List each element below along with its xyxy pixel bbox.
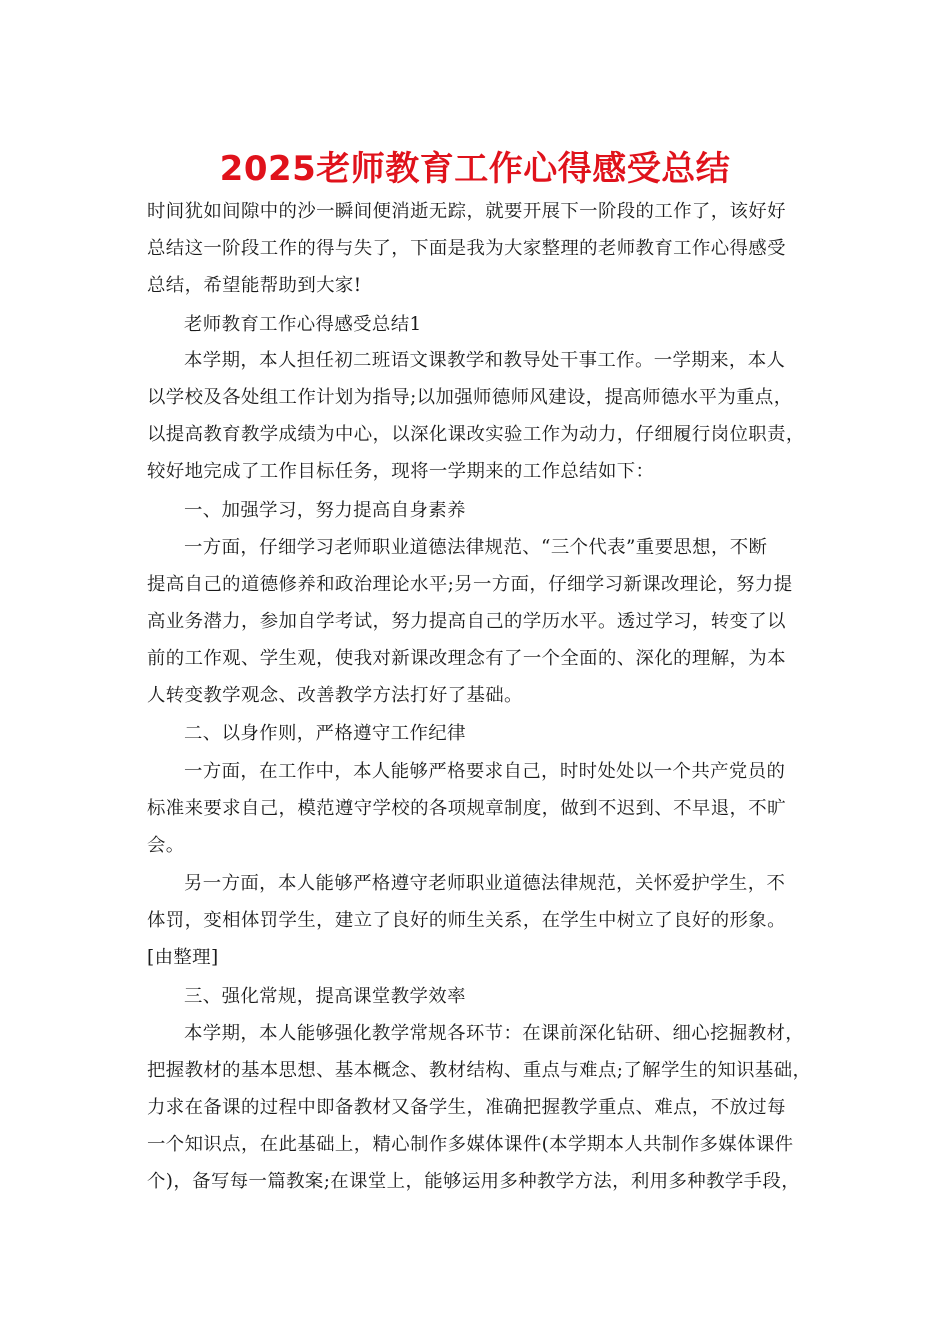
- subheading-discipline: 二、以身作则，严格遵守工作纪律: [184, 723, 466, 744]
- paragraph-line: 一方面，在工作中，本人能够严格要求自己，时时处处以一个共产党员的: [184, 761, 786, 782]
- paragraph-line: 标准来要求自己，模范遵守学校的各项规章制度，做到不迟到、不早退，不旷: [147, 798, 786, 819]
- intro-line-2: 总结这一阶段工作的得与失了，下面是我为大家整理的老师教育工作心得感受: [147, 238, 786, 259]
- paragraph-line: 以学校及各处组工作计划为指导;以加强师德师风建设，提高师德水平为重点，: [147, 387, 793, 408]
- paragraph-line: 体罚，变相体罚学生，建立了良好的师生关系，在学生中树立了良好的形象。: [147, 910, 786, 931]
- paragraph-line: 以提高教育教学成绩为中心，以深化课改实验工作为动力，仔细履行岗位职责，: [147, 424, 805, 445]
- intro-line-3: 总结，希望能帮助到大家!: [147, 275, 362, 296]
- paragraph-line: 本学期，本人能够强化教学常规各环节：在课前深化钻研、细心挖掘教材，: [184, 1023, 805, 1044]
- source-note: [由整理]: [147, 947, 219, 968]
- paragraph-line: 会。: [147, 835, 185, 856]
- paragraph-line: 本学期，本人担任初二班语文课教学和教导处干事工作。一学期来，本人: [184, 350, 786, 371]
- paragraph-line: 力求在备课的过程中即备教材又备学生，准确把握教学重点、难点，不放过每: [147, 1097, 786, 1118]
- paragraph-line: 另一方面，本人能够严格遵守老师职业道德法律规范，关怀爱护学生，不: [184, 873, 786, 894]
- paragraph-line: 提高自己的道德修养和政治理论水平;另一方面，仔细学习新课改理论，努力提: [147, 574, 793, 595]
- paragraph-line: 高业务潜力，参加自学考试，努力提高自己的学历水平。透过学习，转变了以: [147, 611, 786, 632]
- intro-line-1: 时间犹如间隙中的沙一瞬间便消逝无踪，就要开展下一阶段的工作了，该好好: [147, 201, 786, 222]
- paragraph-line: 一方面，仔细学习老师职业道德法律规范、“三个代表”重要思想，不断: [184, 537, 768, 558]
- paragraph-line: 较好地完成了工作目标任务，现将一学期来的工作总结如下：: [147, 461, 655, 482]
- subheading-classroom: 三、强化常规，提高课堂教学效率: [184, 986, 466, 1007]
- section-heading-summary-1: 老师教育工作心得感受总结1: [184, 314, 422, 335]
- paragraph-line: 前的工作观、学生观，使我对新课改理念有了一个全面的、深化的理解，为本: [147, 648, 786, 669]
- paragraph-line: 人转变教学观念、改善教学方法打好了基础。: [147, 685, 523, 706]
- document-title: 2025老师教育工作心得感受总结: [219, 149, 731, 189]
- paragraph-line: 一个知识点，在此基础上，精心制作多媒体课件(本学期本人共制作多媒体课件: [147, 1134, 794, 1155]
- paragraph-line: 把握教材的基本思想、基本概念、教材结构、重点与难点;了解学生的知识基础，: [147, 1060, 812, 1081]
- subheading-study: 一、加强学习，努力提高自身素养: [184, 500, 466, 521]
- paragraph-line: 个)，备写每一篇教案;在课堂上，能够运用多种教学方法，利用多种教学手段，: [147, 1171, 801, 1192]
